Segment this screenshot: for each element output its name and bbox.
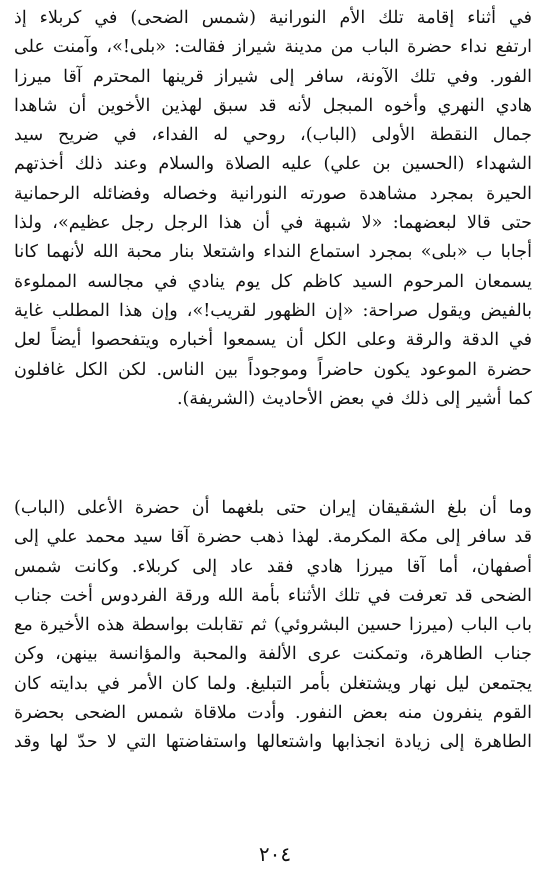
text-line: وما أن بلغ الشقيقان إيران حتى بلغهما أن حضرة الأعلى (الباب) (14, 498, 532, 518)
text-line: الفور. وفي تلك الآونة، سافر إلى شيراز قرينها المحترم آقا ميرزا (14, 66, 532, 87)
text-line: يسمعان المرحوم السيد كاظم كل يوم ينادي في مجالسه المملوءة (14, 271, 532, 292)
text-line: في الدقة والرقة وعلى الكل أن يسمعوا أخباره ويتفحصوا أيضاً لعل (14, 330, 532, 351)
paragraph-1 (14, 4, 532, 414)
text-line: أصفهان، أما آقا ميرزا هادي فقد عاد إلى كربلاء. وكانت شمس (14, 556, 532, 577)
text-line: باب الباب (ميرزا حسين البشروئي) ثم تقابلت بواسطة هذه الأخيرة مع (14, 615, 532, 636)
text-line: الشهداء (الحسين بن علي) عليه الصلاة والسلام وعند ذلك أخذتهم (14, 154, 532, 175)
text-line: حضرة الموعود يكون حاضراً وموجوداً بين الناس. لكن الكل غافلون (14, 359, 532, 380)
paragraph-2 (14, 494, 532, 758)
text-line: القوم ينفرون منه بعض النفور. وأدت ملاقاة شمس الضحى بحضرة (14, 703, 532, 724)
text-line: حتى قالا لبعضهما: «لا شبهة في أن هذا الرجل رجل عظيم»، ولذا (14, 213, 532, 234)
text-line: الطاهرة إلى زيادة انجذابها واشتعالها واستفاضتها التي لا حدّ لها وقد (14, 732, 532, 753)
text-line: جناب الطاهرة، وتمكنت عرى الألفة والمحبة والمؤانسة بينهن، وكن (14, 644, 532, 665)
text-line: كما أشير إلى ذلك في بعض الأحاديث (الشريفة). (176, 388, 532, 409)
text-line: بالفيض ويقول صراحة: «إن الظهور لقريب!»، وإن هذا المطلب غاية (14, 300, 532, 321)
text-line: الحيرة بمجرد مشاهدة صورته النورانية وخصاله وفضائله الرحمانية (14, 183, 532, 204)
text-line: يجتمعن ليل نهار ويشتغلن بأمر التبليغ. ولما كان الأمر في بدايته كان (14, 673, 532, 694)
page-number: ٢٠٤ (258, 842, 292, 866)
text-line: جمال النقطة الأولى (الباب)، روحي له الفداء، في ضريح سيد (14, 125, 532, 146)
text-line: ارتفع نداء حضرة الباب من مدينة شيراز فقالت: «بلى!»، وآمنت على (14, 37, 532, 58)
text-line: هادي النهري وأخوه المبجل لأنه قد سبق لهذين الأخوين أن شاهدا (14, 95, 532, 116)
text-line: أجابا ب «بلى» بمجرد استماع النداء واشتعلا بنار محبة الله لأنهما كانا (14, 242, 532, 263)
text-line: في أثناء إقامة تلك الأم النورانية (شمس الضحى) في كربلاء إذ (14, 8, 532, 28)
text-line: قد سافر إلى مكة المكرمة. لهذا ذهب حضرة آقا سيد محمد علي إلى (14, 527, 532, 548)
text-line: الضحى قد تعرفت في تلك الأثناء بأمة الله ورقة الفردوس أخت جناب (14, 585, 532, 606)
